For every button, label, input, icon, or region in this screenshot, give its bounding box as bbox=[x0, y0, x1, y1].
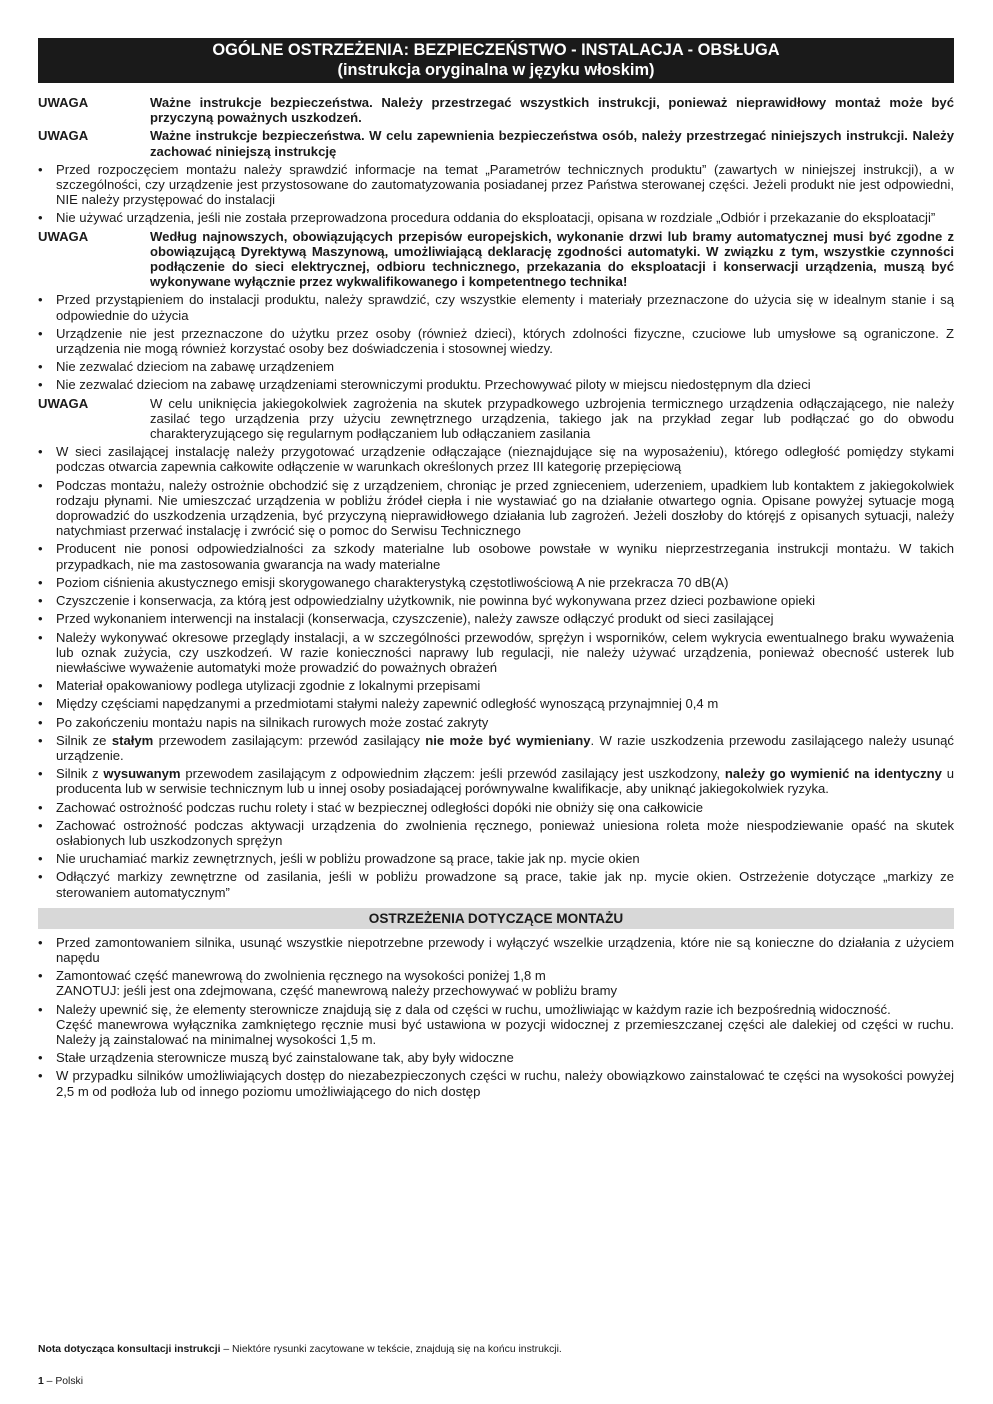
text-fragment: przewodem zasilającym: przewód zasilający bbox=[153, 732, 426, 748]
bullet-icon: • bbox=[38, 210, 43, 226]
note-text: – Niektóre rysunki zacytowane w tekście, znajdują się na końcu instrukcji. bbox=[220, 1344, 562, 1355]
bullet-icon: • bbox=[38, 359, 43, 375]
list-item-line: Część manewrowa wyłącznika zamkniętego ręcznie musi być ustawiona w pozycji widocznej z przemieszczanej części ale dalekiej od części w ruchu. Należy ją zainstalować na minimalnej wysokości 1,5 m. bbox=[56, 1016, 954, 1047]
list-item-text: Przed zamontowaniem silnika, usunąć wszystkie niepotrzebne przewody i wyłączyć wszelkie urządzenia, które nie są konieczne do działania z użyciem napędu bbox=[56, 934, 954, 965]
list-item-text: Między częściami napędzanymi a przedmiotami stałymi należy zapewnić odległość wynoszącą przynajmniej 0,4 m bbox=[56, 696, 719, 712]
bullet-icon: • bbox=[38, 541, 43, 557]
bullet-icon: • bbox=[38, 377, 43, 393]
list-item bbox=[38, 210, 954, 225]
list-item-text: Nie zezwalać dzieciom na zabawę urządzeniami sterowniczymi produktu. Przechowywać piloty w miejscu niedostępnym dla dzieci bbox=[56, 377, 811, 393]
warning-label: UWAGA bbox=[38, 128, 89, 144]
list-item bbox=[38, 444, 954, 474]
warning-label: UWAGA bbox=[38, 395, 89, 411]
warning-label: UWAGA bbox=[38, 228, 89, 244]
warning-text: W celu uniknięcia jakiegokolwiek zagrożenia na skutek przypadkowego uzbrojenia termicznego urządzenia odłączającego, nie należy zasilać tego urządzenia przy użyciu zewnętrznego urządzenia, takiego jak na przykład zegar lub podłączać go do obwodu charakteryzującego się regularnym podłączaniem lub odłączaniem zasilania bbox=[150, 395, 954, 442]
page-number: 1 bbox=[38, 1376, 44, 1387]
warning-block bbox=[38, 95, 954, 125]
list-item bbox=[38, 869, 954, 899]
list-item-text bbox=[56, 766, 954, 796]
bullet-icon: • bbox=[38, 477, 43, 493]
list-item bbox=[38, 292, 954, 322]
list-item-line: Należy upewnić się, że elementy sterownicze znajdują się z dala od części w ruchu, umożliwiając w każdym razie ich bezpośrednią widoczność. bbox=[56, 1001, 891, 1017]
title-line-1: OGÓLNE OSTRZEŻENIA: BEZPIECZEŃSTWO - INSTALACJA - OBSŁUGA bbox=[212, 41, 780, 59]
list-item-text: Materiał opakowaniowy podlega utylizacji zgodnie z lokalnymi przepisami bbox=[56, 678, 481, 694]
list-item-text: Należy wykonywać okresowe przeglądy instalacji, a w szczególności przewodów, sprężyn i wsporników, celem wykrycia ewentualnego braku wyważenia lub oznak zużycia, czy uszkodzeń. W razie konieczności naprawy lub regulacji, nie należy używać urządzenia, ponieważ obecność usterek lub niewłaściwe wyważenie automatyki może prowadzić do poważnych obrażeń bbox=[56, 629, 954, 675]
list-item-text bbox=[56, 1002, 954, 1048]
bullet-icon: • bbox=[38, 325, 43, 341]
list-item-text: Nie uruchamiać markiz zewnętrznych, jeśli w pobliżu prowadzone są prace, takie jak np. mycie okien bbox=[56, 851, 640, 867]
bullet-icon: • bbox=[38, 851, 43, 867]
text-fragment: przewodem zasilającym z odpowiednim złączem: jeśli przewód zasilający jest uszkodzony, bbox=[180, 766, 725, 782]
list-item bbox=[38, 968, 954, 998]
list-item-text: W przypadku silników umożliwiających dostęp do niezabezpieczonych części w ruchu, należy obowiązkowo zainstalować te części na wysokości powyżej 2,5 m od podłoża lub od innego poziomu umożliwiającego do nich dostęp bbox=[56, 1068, 954, 1099]
bullet-icon: • bbox=[38, 732, 43, 748]
list-item-text: Przed przystąpieniem do instalacji produktu, należy sprawdzić, czy wszystkie elementy i materiały przeznaczone do użycia się w idealnym stanie i są odpowiednie do użycia bbox=[56, 292, 954, 323]
bullet-icon: • bbox=[38, 799, 43, 815]
list-item-text: Urządzenie nie jest przeznaczone do użytku przez osoby (również dzieci), których zdolności fizyczne, czuciowe lub umysłowe są ograniczone. Z urządzenia nie mogą również korzystać osoby bez doświadczenia i stosownej wiedzy. bbox=[56, 325, 954, 357]
list-item bbox=[38, 630, 954, 676]
list-item-text: Przed wykonaniem interwencji na instalacji (konserwacja, czyszczenie), należy zawsze odłączyć produkt od sieci zasilającej bbox=[56, 611, 774, 627]
list-item bbox=[38, 766, 954, 796]
list-item bbox=[38, 696, 954, 711]
page-language: – Polski bbox=[43, 1376, 84, 1387]
list-item bbox=[38, 359, 954, 374]
list-item bbox=[38, 162, 954, 208]
list-item-text: W sieci zasilającej instalację należy przygotować urządzenie odłączające (nieznajdujące się na wyposażeniu), którego odległość pomiędzy stykami podczas otwarcia zapewnia całkowite odłączenie w warunkach określonych przez III kategorię przepięciową bbox=[56, 444, 954, 475]
list-item-text: Stałe urządzenia sterownicze muszą być zainstalowane tak, aby były widoczne bbox=[56, 1050, 514, 1066]
list-item bbox=[38, 800, 954, 815]
bullet-icon: • bbox=[38, 678, 43, 694]
list-item bbox=[38, 1050, 954, 1065]
bullet-icon: • bbox=[38, 817, 43, 833]
list-item-text: Nie używać urządzenia, jeśli nie została przeprowadzona procedura oddania do eksploatacji, opisana w rozdziale „Odbiór i przekazanie do eksploatacji” bbox=[56, 210, 936, 226]
bullet-icon: • bbox=[38, 714, 43, 730]
text-fragment: Silnik ze bbox=[56, 732, 112, 748]
list-item-text: Po zakończeniu montażu napis na silnikach rurowych może zostać zakryty bbox=[56, 714, 489, 730]
bullet-icon: • bbox=[38, 444, 43, 460]
bullet-icon: • bbox=[38, 161, 43, 177]
list-item-text: Przed rozpoczęciem montażu należy sprawdzić informacje na temat „Parametrów technicznych produktu” (zawartych w niniejszej instrukcji), a w szczególności, czy urządzenie jest przystosowane do zautomatyzowania posiadanej przez Państwa sterowanej części. Jeżeli produkt nie jest odpowiedni, NIE należy przystępować do instalacji bbox=[56, 161, 954, 208]
list-item-text bbox=[56, 968, 954, 998]
warning-block bbox=[38, 128, 954, 158]
warning-label: UWAGA bbox=[38, 95, 89, 110]
list-item bbox=[38, 935, 954, 965]
list-item bbox=[38, 1068, 954, 1098]
bullet-icon: • bbox=[38, 574, 43, 590]
section-heading: OSTRZEŻENIA DOTYCZĄCE MONTAŻU bbox=[38, 908, 954, 929]
bullet-icon: • bbox=[38, 869, 43, 885]
emphasis-text: należy go wymienić na identyczny bbox=[724, 766, 942, 782]
bullet-icon: • bbox=[38, 696, 43, 712]
warning-block bbox=[38, 229, 954, 290]
emphasis-text: wysuwanym bbox=[103, 766, 181, 782]
text-fragment: Silnik z bbox=[56, 766, 104, 782]
bullet-icon: • bbox=[38, 1001, 43, 1017]
bullet-icon: • bbox=[38, 1050, 43, 1066]
list-item-text: Zachować ostrożność podczas aktywacji urządzenia do zwolnienia ręcznego, ponieważ uniesiona roleta może niespodziewanie opaść na skutek osłabionych lub uszkodzonych sprężyn bbox=[56, 817, 954, 848]
title-line-2: (instrukcja oryginalna w języku włoskim) bbox=[337, 61, 655, 79]
warnings-content bbox=[38, 95, 954, 1099]
instructions-note bbox=[38, 1344, 562, 1355]
list-item bbox=[38, 611, 954, 626]
bullet-icon: • bbox=[38, 292, 43, 308]
bullet-icon: • bbox=[38, 611, 43, 627]
list-item bbox=[38, 1002, 954, 1048]
bullet-icon: • bbox=[38, 968, 43, 984]
list-item-text: Nie zezwalać dzieciom na zabawę urządzeniem bbox=[56, 359, 335, 375]
bullet-icon: • bbox=[38, 629, 43, 645]
bullet-icon: • bbox=[38, 766, 43, 782]
list-item bbox=[38, 678, 954, 693]
list-item bbox=[38, 326, 954, 356]
list-item-text: Odłączyć markizy zewnętrzne od zasilania, jeśli w pobliżu prowadzone są prace, takie jak np. mycie okien. Ostrzeżenie dotyczące „markizy ze sterowaniem automatycznym” bbox=[56, 869, 954, 900]
list-item-line: ZANOTUJ: jeśli jest ona zdejmowana, część manewrową należy przechowywać w pobliżu bramy bbox=[56, 983, 618, 999]
list-item bbox=[38, 851, 954, 866]
list-item-line: Zamontować część manewrową do zwolnienia ręcznego na wysokości poniżej 1,8 m bbox=[56, 968, 546, 984]
emphasis-text: stałym bbox=[111, 732, 154, 748]
list-item bbox=[38, 715, 954, 730]
list-item-text: Podczas montażu, należy ostrożnie obchodzić się z urządzeniem, chroniąc je przed zgnieceniem, uderzeniem, upadkiem lub kontaktem z jakiegokolwiek rodzaju płynami. Nie umieszczać urządzenia w pobliżu źródeł ciepła i nie wystawiać go na działanie otwartego ognia. Opisane powyżej sytuacje mogą doprowadzić do uszkodzenia urządzenia, być przyczyną nieprawidłowego działania lub zagrożeń. Jeżeli doszłoby do któręjś z opisanych sytuacji, należy natychmiast przerwać instalację i zwrócić się o pomoc do Serwisu Technicznego bbox=[56, 477, 954, 539]
text-fragment: u producenta lub w serwisie technicznym lub u innej osoby posiadającej porównywalne kwalifikacje, aby uniknąć jakiegokolwiek ryzyka. bbox=[56, 766, 954, 797]
list-item bbox=[38, 733, 954, 763]
warning-block bbox=[38, 396, 954, 442]
bullet-icon: • bbox=[38, 593, 43, 609]
list-item-text: Poziom ciśnienia akustycznego emisji skorygowanego charakterystyką częstotliwościową A nie przekracza 70 dB(A) bbox=[56, 574, 729, 590]
note-label: Nota dotycząca konsultacji instrukcji bbox=[38, 1344, 221, 1355]
bullet-icon: • bbox=[38, 1068, 43, 1084]
page-footer bbox=[38, 1376, 83, 1387]
warning-text: Ważne instrukcje bezpieczeństwa. W celu zapewnienia bezpieczeństwa osób, należy przestrzegać niniejszych instrukcji. Należy zachować niniejszą instrukcję bbox=[150, 128, 954, 159]
warning-text: Ważne instrukcje bezpieczeństwa. Należy przestrzegać wszystkich instrukcji, ponieważ nieprawidłowy montaż może być przyczyną poważnych uszkodzeń. bbox=[150, 95, 954, 126]
list-item-text: Zachować ostrożność podczas ruchu rolety i stać w bezpiecznej odległości dopóki nie obniży się ona całkowicie bbox=[56, 799, 704, 815]
list-item bbox=[38, 593, 954, 608]
list-item bbox=[38, 377, 954, 392]
list-item bbox=[38, 575, 954, 590]
list-item bbox=[38, 818, 954, 848]
document-title-bar bbox=[38, 38, 954, 83]
bullet-icon: • bbox=[38, 934, 43, 950]
list-item bbox=[38, 478, 954, 539]
warning-text: Według najnowszych, obowiązujących przepisów europejskich, wykonanie drzwi lub bramy automatycznej musi być zgodne z obowiązującą Dyrektywą Maszynową, umożliwiającą deklarację zgodności automatyki. W związku z tym, wszystkie czynności podłączenie do sieci elektrycznej, odbioru technicznego, przekazania do eksploatacji i konserwacji urządzenia, muszą być wykonywane wyłącznie przez wykwalifikowanego i kompetentnego technika! bbox=[150, 228, 954, 290]
emphasis-text: nie może być wymieniany bbox=[425, 732, 591, 748]
document-page bbox=[38, 38, 954, 1102]
list-item-text: Producent nie ponosi odpowiedzialności za szkody materialne lub osobowe powstałe w wyniku nieprzestrzegania instrukcji montażu. W takich przypadkach, nie ma zastosowania gwarancja na wady materialne bbox=[56, 541, 954, 572]
list-item-text: Czyszczenie i konserwacja, za którą jest odpowiedzialny użytkownik, nie powinna być wykonywana przez dzieci pozbawione opieki bbox=[56, 593, 816, 609]
list-item-text bbox=[56, 733, 954, 763]
list-item bbox=[38, 541, 954, 571]
text-fragment: . W razie uszkodzenia przewodu zasilającego należy usunąć urządzenie. bbox=[56, 732, 954, 763]
